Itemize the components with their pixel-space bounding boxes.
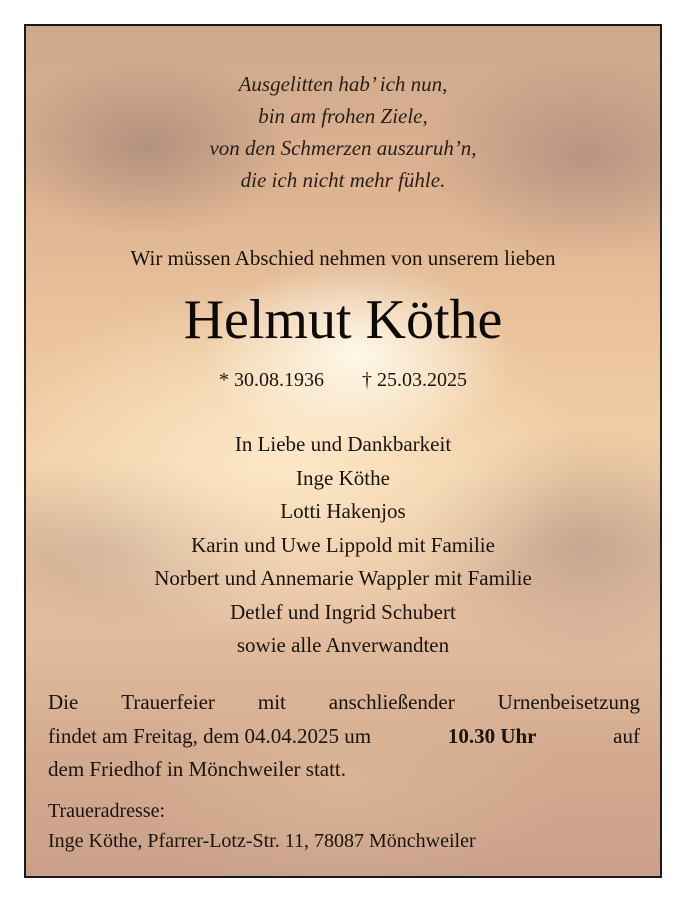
mourner-line: Lotti Hakenjos — [280, 499, 406, 523]
service-line-3: dem Friedhof in Mönchweiler statt. — [48, 757, 347, 781]
service-word: Urnenbeisetzung — [497, 690, 640, 714]
mourner-line: In Liebe und Dankbarkeit — [234, 432, 452, 456]
service-word: Trauerfeier — [121, 690, 215, 714]
memorial-poem — [26, 68, 660, 196]
mourner-line: Karin und Uwe Lippold mit Familie — [191, 532, 495, 557]
mourners-list — [26, 428, 660, 663]
service-word: anschließender — [328, 690, 455, 714]
mourning-address — [48, 796, 640, 856]
birth-date: * 30.08.1936 — [219, 369, 324, 391]
mourner-line: Detlef und Ingrid Schubert — [230, 599, 456, 624]
life-dates — [26, 366, 660, 394]
mourner-line: Norbert und Annemarie Wappler mit Familie — [154, 566, 532, 590]
poem-line: Ausgelitten hab’ ich nun, — [238, 72, 448, 96]
service-line-2 — [48, 720, 640, 754]
service-time: 10.30 Uhr — [447, 723, 537, 748]
obituary-notice — [24, 24, 662, 878]
poem-line: die ich nicht mehr fühle. — [240, 168, 446, 192]
poem-line: von den Schmerzen auszuruh’n, — [209, 136, 477, 160]
poem-line: bin am frohen Ziele, — [258, 104, 428, 128]
mourner-line: sowie alle Anverwandten — [236, 633, 450, 657]
service-word: mit — [257, 690, 286, 714]
deceased-name: Helmut Köthe — [183, 289, 503, 351]
address-label: Traueradresse: — [48, 800, 166, 822]
mourner-line: Inge Köthe — [296, 465, 390, 490]
service-word: Die — [48, 690, 79, 714]
address-text: Inge Köthe, Pfarrer-Lotz-Str. 11, 78087 Mönchweiler — [48, 830, 476, 852]
service-word: auf — [613, 723, 640, 748]
service-date-text: findet am Freitag, dem 04.04.2025 um — [48, 723, 372, 748]
farewell-intro: Wir müssen Abschied nehmen von unserem lieben — [130, 246, 556, 270]
funeral-service-info — [48, 686, 640, 787]
service-line-1 — [48, 686, 640, 720]
death-date: † 25.03.2025 — [362, 369, 467, 391]
